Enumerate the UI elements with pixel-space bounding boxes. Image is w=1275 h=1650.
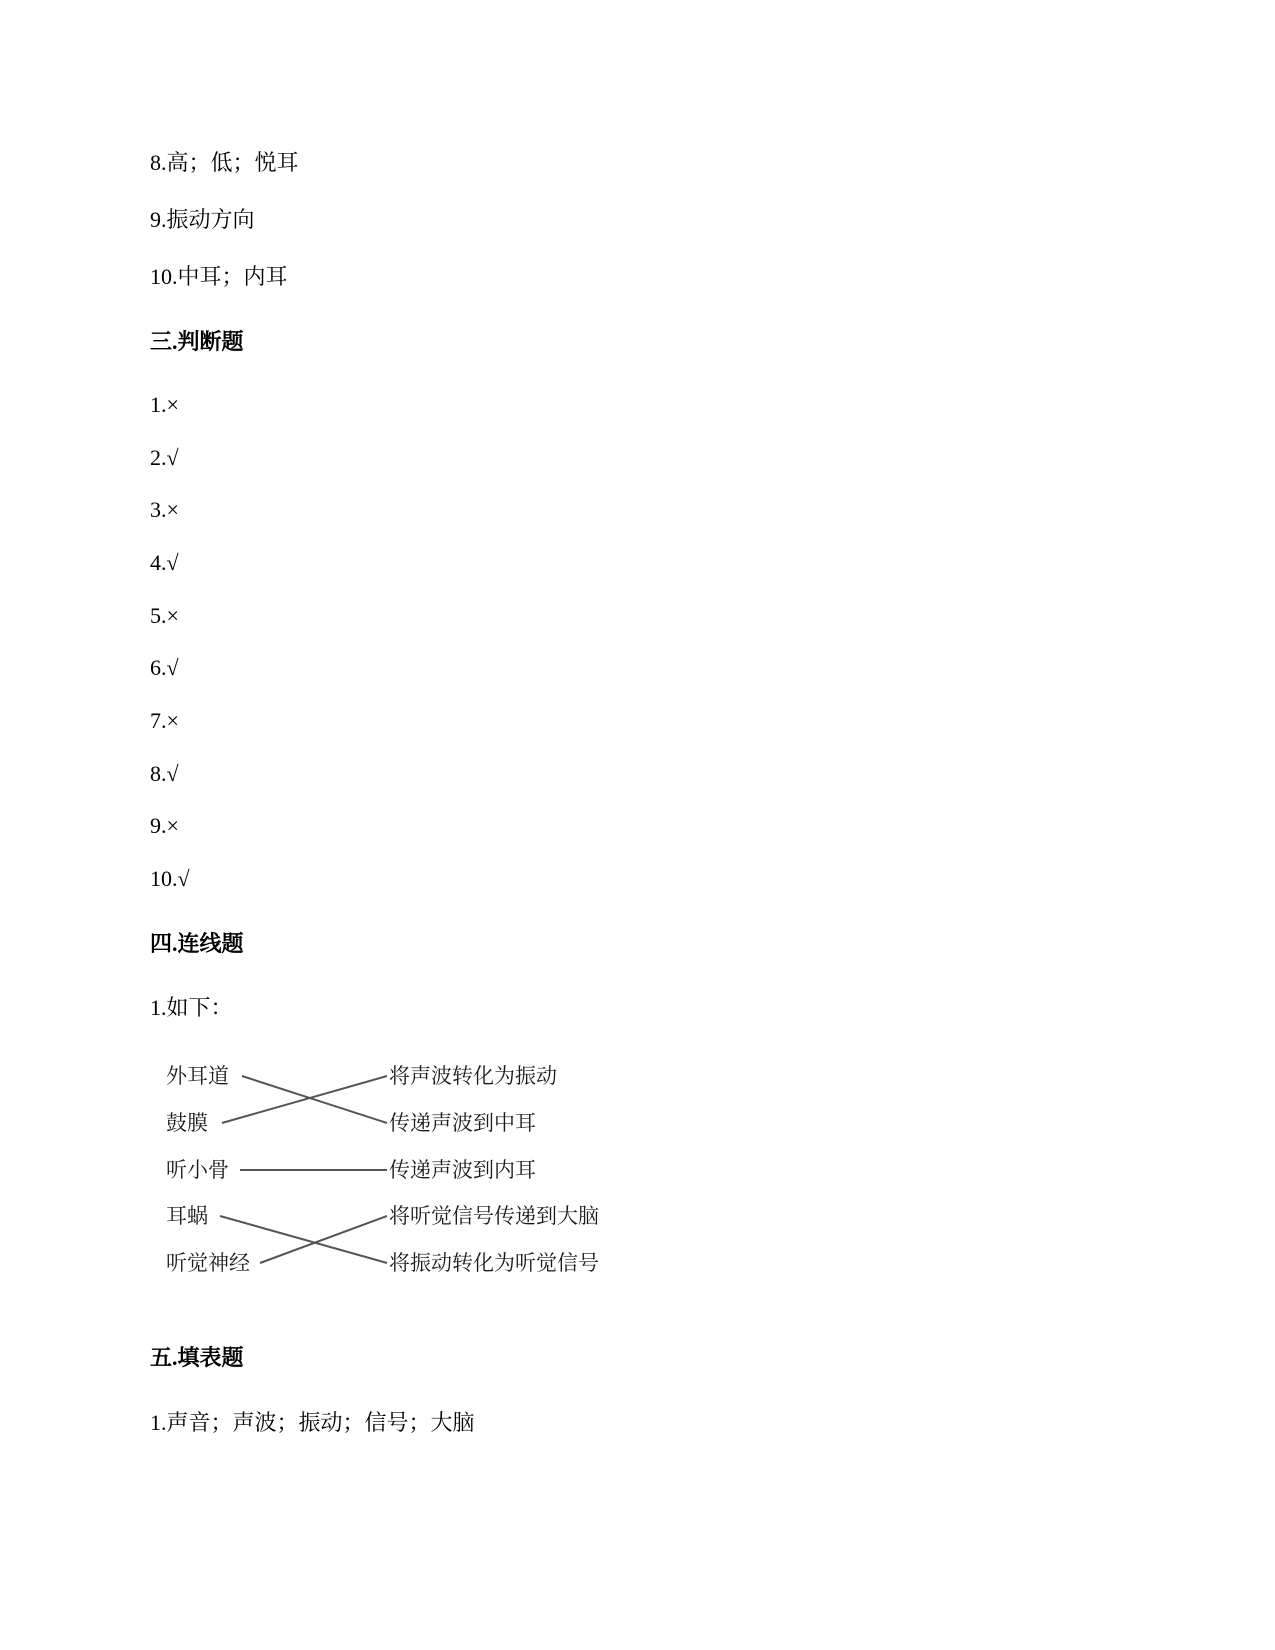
right-item-5: 将振动转化为听觉信号 <box>389 1251 599 1275</box>
right-item-4: 将听觉信号传递到大脑 <box>389 1204 599 1228</box>
section-5-title: 五.填表题 <box>150 1345 244 1370</box>
right-item-2: 传递声波到中耳 <box>389 1111 536 1135</box>
judgement-answer-10: 10.√ <box>150 866 190 891</box>
right-item-1: 将声波转化为振动 <box>389 1064 557 1088</box>
judgement-answer-3: 3.× <box>150 497 179 522</box>
section-3-title: 三.判断题 <box>150 329 244 354</box>
matching-diagram <box>150 1050 630 1310</box>
left-item-cochlea: 耳蜗 <box>166 1204 208 1228</box>
fill-answer-8: 8.高；低；悦耳 <box>150 150 299 175</box>
fill-answer-10: 10.中耳；内耳 <box>150 264 288 289</box>
left-item-ossicles: 听小骨 <box>166 1158 229 1182</box>
match-line-5 <box>260 1216 387 1263</box>
table-answer-1: 1.声音；声波；振动；信号；大脑 <box>150 1410 475 1435</box>
judgement-answer-2: 2.√ <box>150 445 179 470</box>
fill-answer-9: 9.振动方向 <box>150 207 255 232</box>
judgement-answer-5: 5.× <box>150 603 179 628</box>
left-item-outer-ear-canal: 外耳道 <box>166 1064 229 1088</box>
left-item-auditory-nerve: 听觉神经 <box>166 1251 250 1275</box>
judgement-answer-4: 4.√ <box>150 550 179 575</box>
section-4-title: 四.连线题 <box>150 931 244 956</box>
judgement-answer-6: 6.√ <box>150 655 179 680</box>
judgement-answer-9: 9.× <box>150 813 179 838</box>
judgement-answer-7: 7.× <box>150 708 179 733</box>
right-item-3: 传递声波到内耳 <box>389 1158 536 1182</box>
matching-intro: 1.如下： <box>150 995 233 1020</box>
judgement-answer-8: 8.√ <box>150 761 179 786</box>
judgement-answer-1: 1.× <box>150 392 179 417</box>
left-item-eardrum: 鼓膜 <box>166 1111 208 1135</box>
